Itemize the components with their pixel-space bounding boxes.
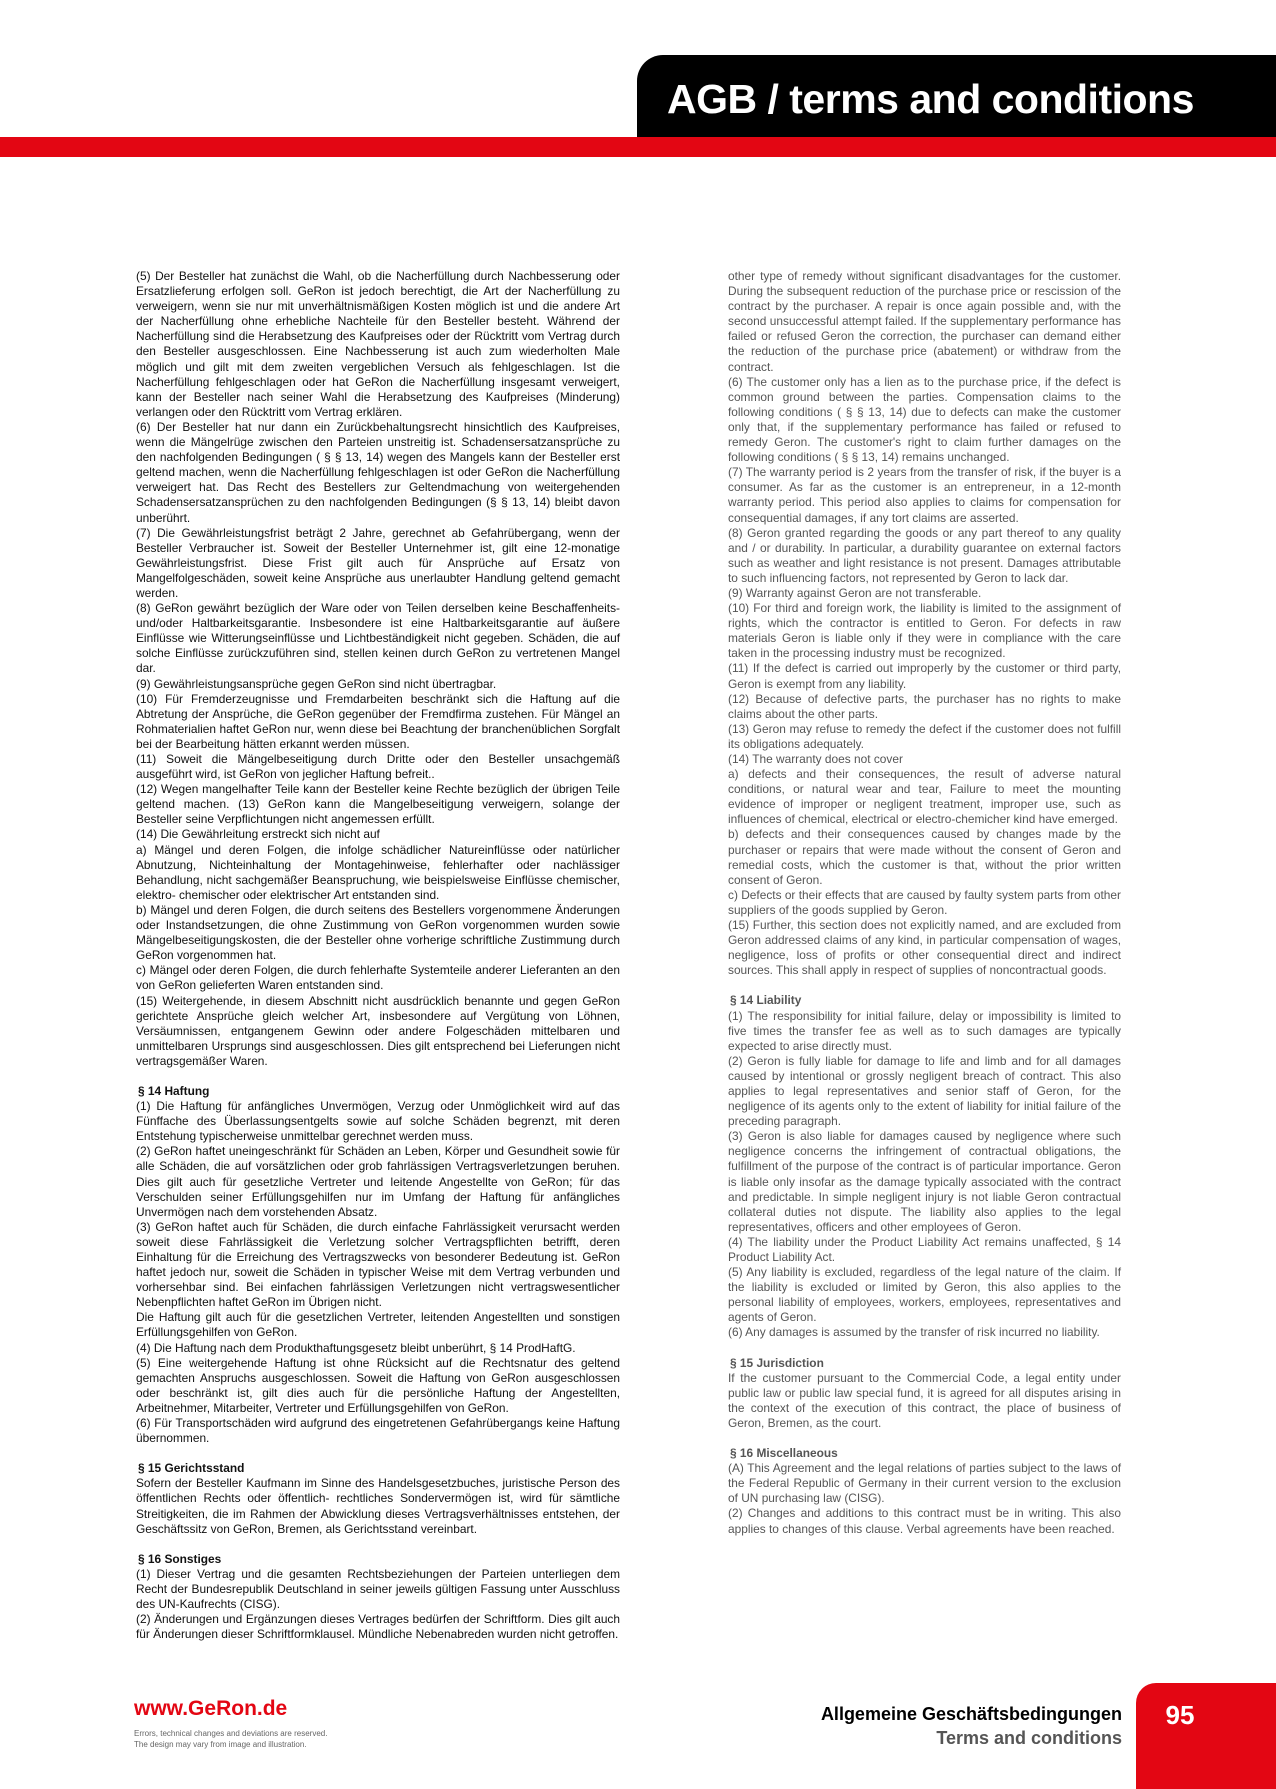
section-heading: § 15 Jurisdiction — [730, 1355, 824, 1370]
paragraph: (1) Die Haftung für anfängliches Unvermögen, Verzug oder Unmöglichkeit wird auf das Fünffache des Überlassungsentgelts sowie auf solche Schäden begrenzt, mit deren Entstehung typischerweise unmittelbar gerechnet werden muss. — [136, 1099, 620, 1144]
paragraph: a) defects and their consequences, the result of adverse natural conditions, or natural wear and tear, Failure to meet the mounting evidence of improper or negligent treatment, improper use, such as influences of chemical, electrical or electro-chemicher kind have emerged. — [728, 767, 1121, 827]
paragraph: (1) The responsibility for initial failure, delay or impossibility is limited to five times the transfer fee as well as to such damages are typically expected to arise directly must. — [728, 1008, 1121, 1053]
section-heading: § 14 Liability — [730, 993, 802, 1008]
paragraph: If the customer pursuant to the Commercial Code, a legal entity under public law or public law special fund, it is agreed for all disputes arising in the context of the execution of this contract, the place of business of Geron, Bremen, as the court. — [728, 1370, 1121, 1430]
paragraph: b) defects and their consequences caused by changes made by the purchaser or repairs that were made without the consent of Geron and remedial costs, which the customer is that, without the prior written consent of Geron. — [728, 827, 1121, 887]
header-red-band — [0, 137, 1276, 157]
paragraph: c) Defects or their effects that are caused by faulty system parts from other suppliers of the goods supplied by Geron. — [728, 887, 1121, 917]
paragraph: (10) For third and foreign work, the liability is limited to the assignment of rights, which the contractor is entitled to Geron. For defects in raw materials Geron is liable only if they were in compliance with the care taken in the processing industry must be recognized. — [728, 601, 1121, 661]
paragraph: (15) Further, this section does not explicitly named, and are excluded from Geron addressed claims of any kind, in particular compensation of wages, negligence, loss of profits or other consequential direct and indirect sources. This shall apply in respect of supplies of noncontractual goods. — [728, 918, 1121, 978]
paragraph: (2) Changes and additions to this contract must be in writing. This also applies to changes of this clause. Verbal agreements have been reached. — [728, 1506, 1121, 1536]
footer-title-german: Allgemeine Geschäftsbedingungen — [820, 1704, 1122, 1724]
paragraph: other type of remedy without significant disadvantages for the customer. During the subsequent reduction of the purchase price or rescission of the contract by the purchaser. A repair is once again possible and, with the second unsuccessful attempt failed. If the supplementary performance has failed or refused Geron the correction, the purchaser can demand either the reduction of the purchase price (abatement) or withdraw from the contract. — [728, 269, 1121, 374]
paragraph: (6) Any damages is assumed by the transfer of risk incurred no liability. — [728, 1325, 1100, 1340]
page-title: AGB / terms and conditions — [667, 76, 1194, 122]
paragraph: (5) Der Besteller hat zunächst die Wahl, ob die Nacherfüllung durch Nachbesserung oder Ersatzlieferung erfolgen soll. GeRon ist jedoch berechtigt, die Art der Nacherfüllung zu verweigern, wenn sie nur mit unverhältnismäßigen Kosten möglich ist und die andere Art der Nacherfüllung ohne erhebliche Nachteile für den Besteller besteht. Während der Nacherfüllung sind die Herabsetzung des Kaufpreises oder der Rücktritt vom Vertrag durch den Besteller ausgeschlossen. Eine Nachbesserung ist auch zum wiederholten Male möglich und gilt mit dem zweiten vergeblichen Versuch als fehlgeschlagen. Ist die Nacherfüllung fehlgeschlagen oder hat GeRon die Nacherfüllung insgesamt verweigert, kann der Besteller nach seiner Wahl die Herabsetzung des Kaufpreises (Minderung) verlangen oder den Rücktritt vom Vertrag erklären. — [136, 269, 620, 419]
paragraph: (3) Geron is also liable for damages caused by negligence where such negligence concerns the infringement of contractual obligations, the fulfillment of the purpose of the contract is of particular importance. Geron is liable only insofar as the damage typically associated with the contract and predictable. In simple negligent injury is not liable Geron contractual collateral duties not dispute. The liability also applies to the legal representatives, officers and other employees of Geron. — [728, 1129, 1121, 1234]
paragraph: (9) Gewährleistungsansprüche gegen GeRon sind nicht übertragbar. — [136, 676, 497, 691]
paragraph: (6) Der Besteller hat nur dann ein Zurückbehaltungsrecht hinsichtlich des Kaufpreises, wenn die Mängelrüge zwischen den Parteien unstreitig ist. Schadensersatzansprüche zu den nachfolgenden Bedingungen ( § § 13, 14) wegen des Mangels kann der Besteller erst geltend machen, wenn die Nacherfüllung fehlgeschlagen ist oder GeRon die Nacherfüllung verweigert hat. Das Recht des Bestellers zur Geltendmachung von weitergehenden Schadensersatzansprüchen zu den nachfolgenden Bedingungen (§ § 13, 14) bleibt davon unberührt. — [136, 419, 620, 525]
paragraph: Sofern der Besteller Kaufmann im Sinne des Handelsgesetzbuches, juristische Person des öffentlichen Rechts oder öffentlich- rechtliches Sondervermögen ist, wird für sämtliche Streitigkeiten, die im Rahmen der Abwicklung dieses Vertragsverhältnisses entstehen, der Geschäftssitz von GeRon, Bremen, als Gerichtsstand vereinbart. — [136, 1476, 620, 1536]
header-title-bar — [637, 55, 1276, 137]
paragraph: c) Mängel oder deren Folgen, die durch fehlerhafte Systemteile anderer Lieferanten an den von GeRon gelieferten Waren entstanden sind. — [136, 963, 620, 993]
paragraph: (14) Die Gewährleitung erstreckt sich nicht auf — [136, 827, 380, 842]
disclaimer-line: The design may vary from image and illustration. — [134, 1740, 307, 1749]
paragraph: (12) Because of defective parts, the purchaser has no rights to make claims about the other parts. — [728, 691, 1121, 721]
paragraph: (A) This Agreement and the legal relations of parties subject to the laws of the Federal Republic of Germany in their current version to the exclusion of UN purchasing law (CISG). — [728, 1461, 1121, 1506]
section-heading: § 16 Miscellaneous — [730, 1446, 838, 1461]
paragraph: (13) Geron may refuse to remedy the defect if the customer does not fulfill its obligations adequately. — [728, 721, 1121, 751]
paragraph: (4) The liability under the Product Liability Act remains unaffected, § 14 Product Liability Act. — [728, 1234, 1121, 1264]
paragraph: (1) Dieser Vertrag und die gesamten Rechtsbeziehungen der Parteien unterliegen dem Recht der Bundesrepublik Deutschland in seiner jeweils gültigen Fassung unter Ausschluss des UN-Kaufrechts (CISG). — [136, 1566, 620, 1611]
section-heading: § 16 Sonstiges — [138, 1551, 222, 1566]
paragraph: (10) Für Fremderzeugnisse und Fremdarbeiten beschränkt sich die Haftung auf die Abtretung der Ansprüche, die GeRon gegenüber der Fremdfirma zustehen. Für Mängel an Rohmaterialien haftet GeRon nur, wenn diese bei Beachtung der branchenüblichen Sorgfalt bei der Bearbeitung hätten erkannt werden müssen. — [136, 691, 620, 751]
paragraph: (6) Für Transportschäden wird aufgrund des eingetretenen Gefahrübergangs keine Haftung übernommen. — [136, 1416, 620, 1446]
footer-titles — [821, 1702, 1122, 1750]
paragraph: (2) GeRon haftet uneingeschränkt für Schäden an Leben, Körper und Gesundheit sowie für alle Schäden, die auf vorsätzlichen oder grob fahrlässigen Vertragsverletzungen beruhen. Dies gilt auch für gesetzliche Vertreter und leitende Angestellte von GeRon; für das Verschulden seiner Erfüllungsgehilfen nur im Umfang der Haftung für anfängliches Unvermögen nach dem vorstehenden Absatz. — [136, 1144, 620, 1219]
paragraph: (8) Geron granted regarding the goods or any part thereof to any quality and / or durability. In particular, a durability guarantee on external factors such as weather and light resistance is not present. Damages attributable to such influencing factors, not represented by Geron to lack dar. — [728, 525, 1121, 585]
paragraph: b) Mängel und deren Folgen, die durch seitens des Bestellers vorgenommene Änderungen oder Instandsetzungen, die ohne Zustimmung von GeRon vorgenommen wurden sowie Mängelbeseitigungskosten, die der Besteller ohne vorherige schriftliche Zustimmung durch GeRon vorgenommen hat. — [136, 902, 620, 963]
paragraph: Die Haftung gilt auch für die gesetzlichen Vertreter, leitenden Angestellten und sonstigen Erfüllungsgehilfen von GeRon. — [136, 1310, 620, 1340]
paragraph: (2) Geron is fully liable for damage to life and limb and for all damages caused by intentional or grossly negligent breach of contract. This also applies to legal representatives and senior staff of Geron, for the negligence of its agents only to the extent of liability for initial failure of the preceding paragraph. — [728, 1053, 1121, 1129]
website-link[interactable]: www.GeRon.de — [134, 1697, 288, 1720]
paragraph: (5) Eine weitergehende Haftung ist ohne Rücksicht auf die Rechtsnatur des geltend gemachten Anspruchs ausgeschlossen. Soweit die Haftung von GeRon ausgeschlossen oder beschränkt ist, gilt dies auch für die persönliche Haftung der Angestellten, Arbeitnehmer, Mitarbeiter, Vertreter und Erfüllungsgehilfen von GeRon. — [136, 1355, 620, 1415]
paragraph: (2) Änderungen und Ergänzungen dieses Vertrages bedürfen der Schriftform. Dies gilt auch für Änderungen dieser Schriftformklausel. Mündliche Nebenabreden wurden nicht getroffen. — [136, 1612, 620, 1642]
disclaimer-line: Errors, technical changes and deviations are reserved. — [134, 1729, 328, 1738]
paragraph: (8) GeRon gewährt bezüglich der Ware oder von Teilen derselben keine Beschaffenheits- und/oder Haltbarkeitsgarantie. Insbesondere ist eine Haltbarkeitsgarantie auf äußere Einflüsse wie Witterungseinflüsse und Lichtbeständigkeit nicht gegeben. Schäden, die auf solche Einflüsse zurückzuführen sind, stellen keinen durch GeRon zu vertretenen Mangel dar. — [136, 601, 620, 676]
paragraph: (6) The customer only has a lien as to the purchase price, if the defect is common ground between the parties. Compensation claims to the following conditions ( § § 13, 14) due to defects can make the customer only that, if the supplementary performance has failed or refused to remedy Geron. The customer's right to claim further damages on the following conditions ( § § 13, 14) remains unchanged. — [728, 374, 1121, 465]
paragraph: (15) Weitergehende, in diesem Abschnitt nicht ausdrücklich benannte und gegen GeRon gerichtete Ansprüche gleich welcher Art, insbesondere auf Vergütung von Löhnen, Versäumnissen, entgangenem Gewinn oder andere Folgeschäden mittelbaren und unmittelbaren Ursprungs sind ausgeschlossen. Dies gilt entsprechend bei Lieferungen nicht vertragsgemäßer Waren. — [136, 993, 620, 1068]
paragraph: (7) The warranty period is 2 years from the transfer of risk, if the buyer is a consumer. As far as the customer is an entrepreneur, in a 12-month warranty period. This period also applies to claims for compensation for consequential damages, if any tort claims are asserted. — [728, 465, 1121, 525]
paragraph: (4) Die Haftung nach dem Produkthaftungsgesetz bleibt unberührt, § 14 ProdHaftG. — [136, 1340, 576, 1355]
footer-title-english: Terms and conditions — [936, 1728, 1122, 1748]
paragraph: a) Mängel und deren Folgen, die infolge schädlicher Natureinflüsse oder natürlicher Abnutzung, Nichteinhaltung der Montagehinweise, fehlerhafter oder nachlässiger Behandlung, nicht sachgemäßer Beanspruchung, wie beispielsweise Einflüsse chemischer, elektro- chemischer oder elektrischer Art entstanden sind. — [136, 842, 620, 902]
paragraph: (12) Wegen mangelhafter Teile kann der Besteller keine Rechte bezüglich der übrigen Teile geltend machen. (13) GeRon kann die Mangelbeseitigung verweigern, solange der Besteller seine Verpflichtungen nicht angemessen erfüllt. — [136, 782, 620, 827]
paragraph: (14) The warranty does not cover — [728, 752, 903, 766]
paragraph: (3) GeRon haftet auch für Schäden, die durch einfache Fahrlässigkeit verursacht werden soweit diese Fahrlässigkeit die Verletzung solcher Vertragspflichten betrifft, deren Einhaltung für die Erreichung des Vertragszwecks von besonderer Bedeutung ist. GeRon haftet jedoch nur, soweit die Schäden in typischer Weise mit dem Vertrag verbunden und vorhersehbar sind. Bei einfachen fahrlässigen Verletzungen nicht vertragswesentlicher Nebenpflichten haftet GeRon im Übrigen nicht. — [136, 1219, 620, 1310]
paragraph: (9) Warranty against Geron are not transferable. — [728, 585, 982, 600]
page-number: 95 — [1165, 1700, 1195, 1730]
paragraph: (11) If the defect is carried out improperly by the customer or third party, Geron is exempt from any liability. — [728, 661, 1121, 691]
page-number-tab — [1136, 1683, 1276, 1789]
section-heading: § 15 Gerichtsstand — [138, 1461, 245, 1476]
paragraph: (11) Soweit die Mängelbeseitigung durch Dritte oder den Besteller unsachgemäß ausgeführt wird, ist GeRon von jeglicher Haftung befreit.. — [136, 752, 620, 782]
german-terms-column — [136, 269, 620, 1642]
english-terms-column — [728, 269, 1121, 1537]
paragraph: (5) Any liability is excluded, regardless of the legal nature of the claim. If the liability is excluded or limited by Geron, this also applies to the personal liability of employees, workers, employees, representatives and agents of Geron. — [728, 1265, 1121, 1325]
paragraph: (7) Die Gewährleistungsfrist beträgt 2 Jahre, gerechnet ab Gefahrübergang, wenn der Besteller Verbraucher ist. Soweit der Besteller Unternehmer ist, gilt eine 12-monatige Gewährleistungsfrist. Diese Frist gilt auch für Ansprüche auf Ersatz von Mangelfolgeschäden, soweit keine Ansprüche aus unerlaubter Handlung geltend gemacht werden. — [136, 525, 620, 600]
footer-disclaimer — [134, 1728, 327, 1750]
section-heading: § 14 Haftung — [138, 1083, 210, 1098]
